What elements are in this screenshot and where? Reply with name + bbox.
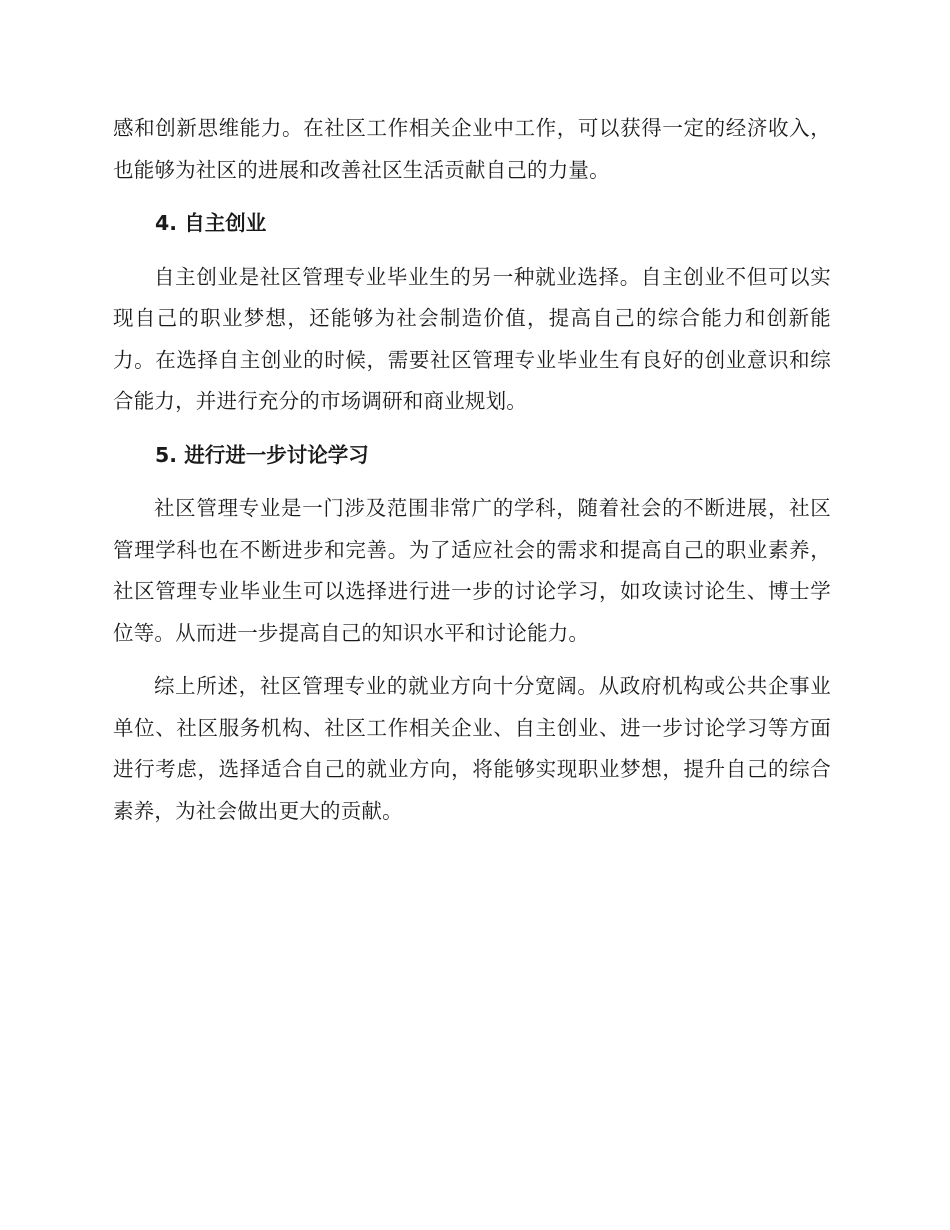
paragraph-self-employment: 自主创业是社区管理专业毕业生的另一种就业选择。自主创业不但可以实现自己的职业梦想，还能够为社会制造价值，提高自己的综合能力和创新能力。在选择自主创业的时候，需要社区管理专业毕业生有良好的创业意识和综合能力，并进行充分的市场调研和商业规划。 [113,264,831,413]
paragraph-intro-continued: 感和创新思维能力。在社区工作相关企业中工作，可以获得一定的经济收入，也能够为社区的进展和改善社区生活贡献自己的力量。 [113,116,831,182]
spacer [113,423,831,435]
paragraph-further-study: 社区管理专业是一门涉及范围非常广的学科，随着社会的不断进展，社区管理学科也在不断进步和完善。为了适应社会的需求和提高自己的职业素养，社区管理专业毕业生可以选择进行进一步的讨论学习，如攻读讨论生、博士学位等。从而进一步提高自己的知识水平和讨论能力。 [113,496,831,645]
section-heading-5: 5. 进行进一步讨论学习 [155,442,369,467]
document-page [113,108,831,832]
spacer [113,476,831,488]
spacer [113,191,831,203]
spacer [113,245,831,257]
section-heading-4: 4. 自主创业 [155,211,267,235]
paragraph-summary: 综上所述，社区管理专业的就业方向十分宽阔。从政府机构或公共企事业单位、社区服务机构、社区工作相关企业、自主创业、进一步讨论学习等方面进行考虑，选择适合自己的就业方向，将能够实现职业梦想，提升自己的综合素养，为社会做出更大的贡献。 [113,674,831,823]
spacer [113,654,831,666]
